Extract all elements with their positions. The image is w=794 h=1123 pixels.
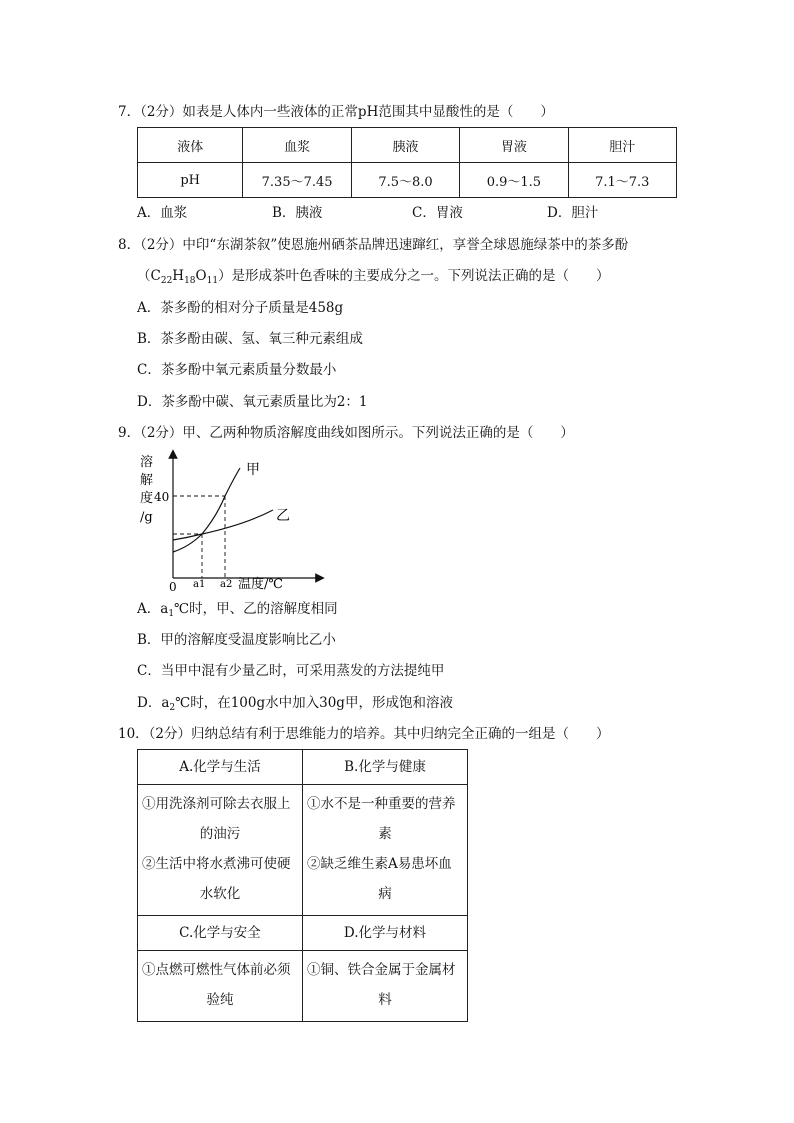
ph-table-header-row (138, 128, 677, 163)
ph-table-cell: 7.5～8.0 (351, 163, 459, 198)
ph-table-value-row (138, 163, 677, 198)
cell-a-title: A.化学与生活 (138, 750, 303, 785)
y-tick-40: 40 (154, 490, 170, 504)
curve-yi (173, 510, 273, 540)
q9-option-a: A．$a_1℃$时，甲、乙的溶解度相同 (137, 601, 338, 619)
origin-label: 0 (169, 580, 177, 594)
q8-formula: $C_{22}H_{18}O_{11}$ (150, 268, 219, 286)
cell-a-body: ①用洗涤剂可除去衣服上 的油污 ②生活中将水煮沸可使硬 水软化 (138, 785, 303, 916)
ph-table-cell: 7.1～7.3 (568, 163, 676, 198)
q7-option-c: C．胃液 (412, 205, 463, 221)
q9-option-b: B．甲的溶解度受温度影响比乙小 (137, 632, 336, 648)
solubility-graph (130, 448, 330, 594)
q8-stem-rest: ）是形成茶叶色香味的主要成分之一。下列说法正确的是（ ） (218, 268, 610, 284)
cell-b-body: ①水不是一种重要的营养 素 ②缺乏维生素A易患坏血 病 (303, 785, 468, 916)
q8-option-a: A．茶多酚的相对分子质量是458g (137, 300, 344, 316)
ph-table-header-cell: 胆汁 (568, 128, 676, 163)
q7-option-b: B．胰液 (272, 205, 323, 221)
cell-c-body: ①点燃可燃性气体前必须 验纯 (138, 951, 303, 1022)
y-axis-label-char: 溶 (140, 455, 154, 470)
ph-table-cell: 7.35～7.45 (243, 163, 351, 198)
q8-option-d: D．茶多酚中碳、氧元素质量比为2：1 (137, 394, 368, 410)
ph-table-header-cell: 液体 (138, 128, 243, 163)
q10-stem: 10．（2分）归纳总结有利于思维能力的培养。其中归纳完全正确的一组是（ ） (118, 726, 610, 742)
cell-b-title: B.化学与健康 (303, 750, 468, 785)
q9-option-c: C．当甲中混有少量乙时，可采用蒸发的方法提纯甲 (137, 663, 445, 679)
ph-table (137, 127, 677, 198)
y-axis-label-char: /g (140, 510, 153, 525)
y-axis-label-char: 度 (140, 491, 154, 506)
ph-table-header-cell: 胰液 (351, 128, 459, 163)
q7-stem: 7．（2分）如表是人体内一些液体的正常pH范围其中显酸性的是（ ） (118, 104, 554, 120)
ph-table-header-cell: 胃液 (460, 128, 568, 163)
x-axis-label: 温度/℃ (238, 577, 283, 592)
q8-stem-line2 (137, 266, 610, 286)
q9-option-d: D．$a_2℃$时，在100g水中加入30g甲，形成饱和溶液 (137, 695, 453, 713)
q7-option-d: D．胆汁 (547, 205, 599, 221)
ph-table-header-cell: 血浆 (243, 128, 351, 163)
q9-stem: 9．（2分）甲、乙两种物质溶解度曲线如图所示。下列说法正确的是（ ） (118, 425, 574, 441)
cell-c-title: C.化学与安全 (138, 916, 303, 951)
q8-option-c: C．茶多酚中氧元素质量分数最小 (137, 362, 337, 378)
curve-jia (173, 468, 240, 552)
cell-d-title: D.化学与材料 (303, 916, 468, 951)
ph-table-cell: 0.9～1.5 (460, 163, 568, 198)
curve-yi-label: 乙 (276, 508, 290, 524)
cell-d-body: ①铜、铁合金属于金属材 料 (303, 951, 468, 1022)
q8-option-b: B．茶多酚由碳、氢、氧三种元素组成 (137, 331, 363, 347)
q8-stem-line1: 8．（2分）中印“东湖茶叙”使恩施州硒茶品牌迅速蹿红，享誉全球恩施绿茶中的茶多酚 (118, 237, 629, 253)
y-axis-label-char: 解 (140, 473, 154, 488)
x-tick-a2: a2 (220, 579, 233, 590)
x-tick-a1: a1 (193, 579, 206, 590)
q7-option-a: A．血浆 (137, 205, 188, 221)
curve-jia-label: 甲 (246, 462, 260, 478)
summary-table (137, 749, 468, 1022)
q8-paren-open: （ (137, 268, 151, 284)
ph-table-cell: pH (138, 163, 243, 198)
